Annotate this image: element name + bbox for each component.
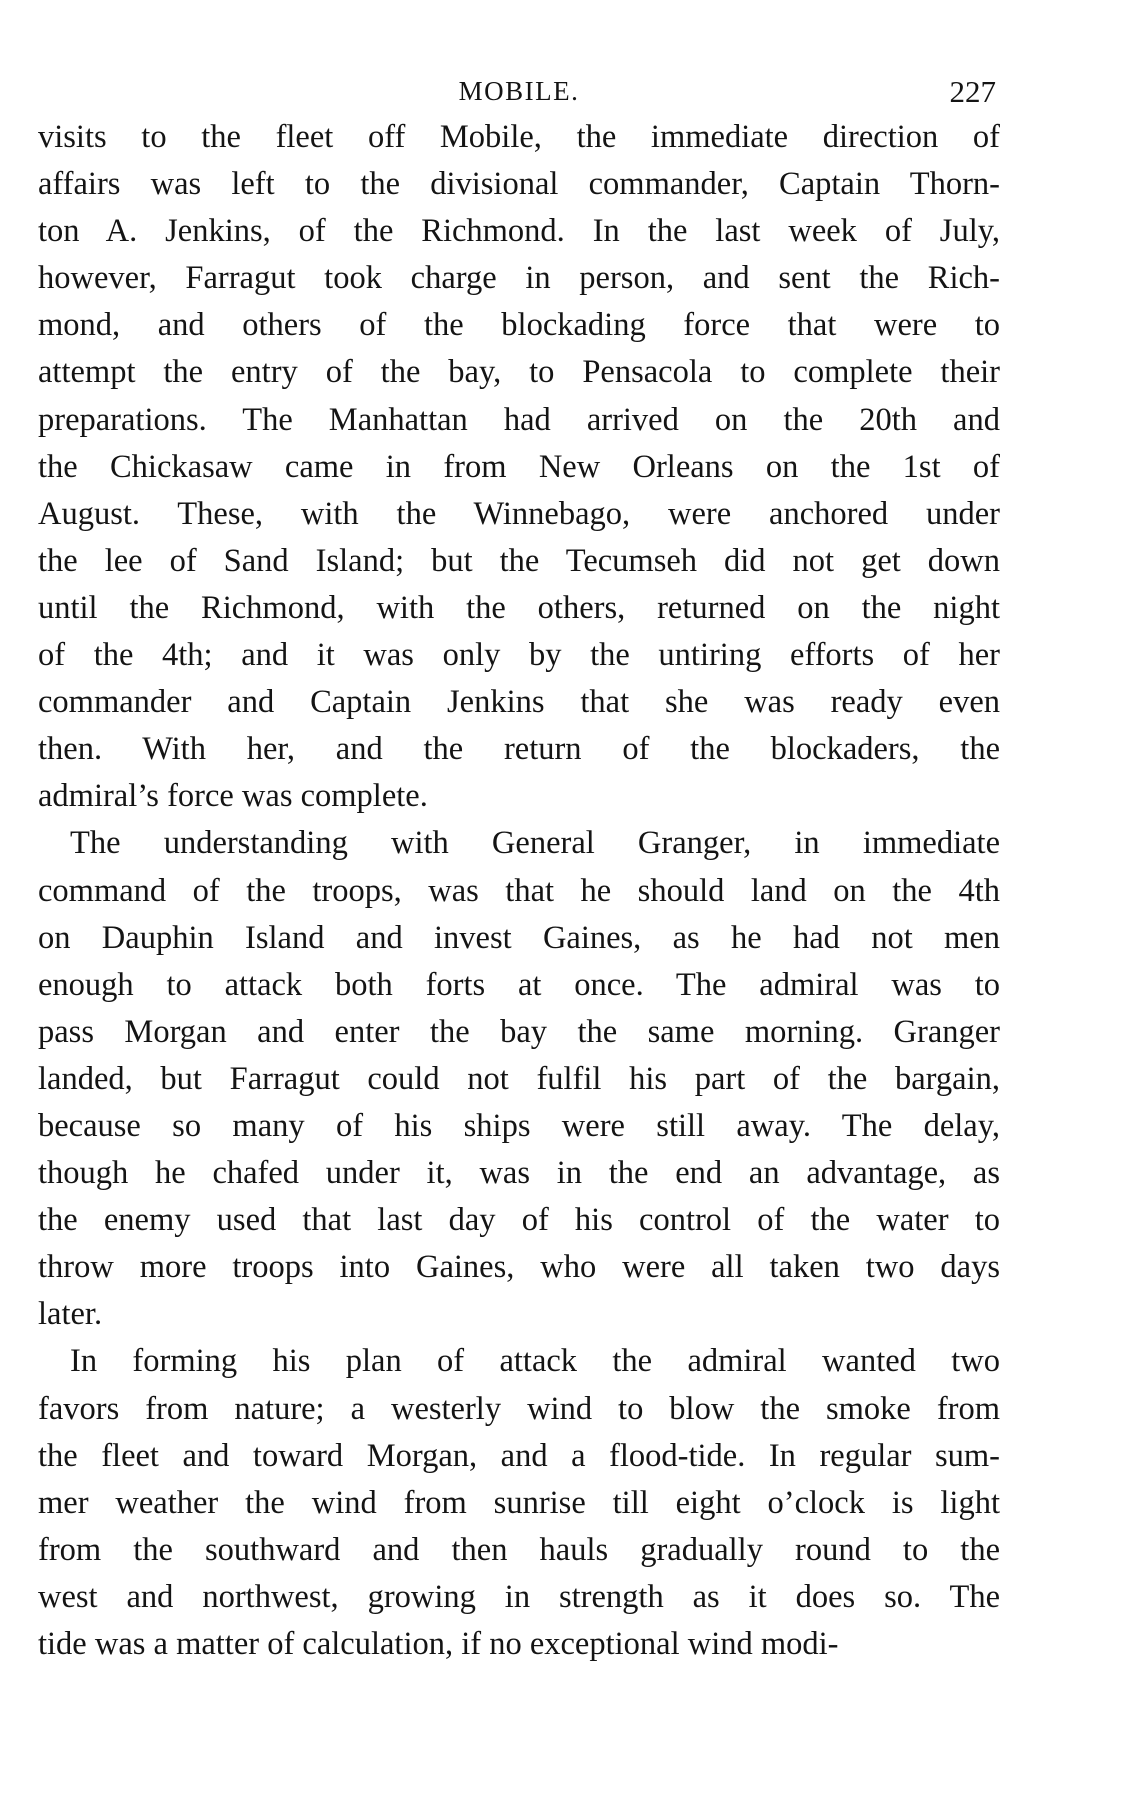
text-line: August. These, with the Winnebago, were anchored under (38, 495, 1000, 532)
text-line: visits to the fleet off Mobile, the immediate direction of (38, 119, 1000, 155)
running-head (38, 62, 1000, 114)
text-line: later. (38, 1296, 103, 1333)
text-line: though he chafed under it, was in the end an advantage, as (38, 1155, 1000, 1192)
text-line: In forming his plan of attack the admiral wanted two (70, 1343, 1000, 1380)
text-line: attempt the entry of the bay, to Pensacola to complete their (38, 354, 1000, 391)
text-line: tide was a matter of calculation, if no exceptional wind modi- (38, 1626, 839, 1662)
text-line: The understanding with General Granger, in immediate (70, 825, 1000, 862)
page-number: 227 (949, 74, 996, 109)
text-line: because so many of his ships were still away. The delay, (38, 1107, 1000, 1144)
paragraph (38, 1338, 1000, 1668)
text-line: mond, and others of the blockading force that were to (38, 307, 1000, 344)
body-text (38, 114, 1000, 1668)
text-line: commander and Captain Jenkins that she was ready even (38, 684, 1000, 721)
text-line: throw more troops into Gaines, who were all taken two days (38, 1249, 1000, 1286)
text-line: ton A. Jenkins, of the Richmond. In the last week of July, (38, 213, 1000, 250)
text-line: the Chickasaw came in from New Orleans on the 1st of (38, 448, 1000, 485)
text-line: pass Morgan and enter the bay the same morning. Granger (38, 1013, 1000, 1050)
text-line: affairs was left to the divisional commander, Captain Thorn- (38, 166, 1000, 203)
paragraph (38, 114, 1000, 820)
text-line: favors from nature; a westerly wind to blow the smoke from (38, 1390, 1000, 1427)
running-title: MOBILE. (458, 76, 580, 106)
text-line: then. With her, and the return of the blockaders, the (38, 731, 1000, 768)
text-line: the fleet and toward Morgan, and a flood-tide. In regular sum- (38, 1437, 1000, 1474)
text-line: preparations. The Manhattan had arrived on the 20th and (38, 401, 1000, 438)
text-line: admiral’s force was complete. (38, 778, 428, 815)
text-line: the lee of Sand Island; but the Tecumseh did not get down (38, 542, 1000, 579)
text-line: landed, but Farragut could not fulfil his part of the bargain, (38, 1060, 1000, 1097)
text-line: from the southward and then hauls gradually round to the (38, 1531, 1000, 1568)
text-line: west and northwest, growing in strength as it does so. The (38, 1578, 1000, 1615)
text-line: of the 4th; and it was only by the untiring efforts of her (38, 637, 1000, 674)
text-line: command of the troops, was that he should land on the 4th (38, 872, 1000, 909)
text-line: however, Farragut took charge in person, and sent the Rich- (38, 260, 1000, 297)
text-line: on Dauphin Island and invest Gaines, as he had not men (38, 919, 1000, 956)
text-line: the enemy used that last day of his control of the water to (38, 1202, 1000, 1239)
book-page (38, 62, 1000, 1668)
text-line: mer weather the wind from sunrise till eight o’clock is light (38, 1484, 1000, 1521)
text-line: until the Richmond, with the others, returned on the night (38, 589, 1000, 626)
paragraph (38, 820, 1000, 1338)
text-line: enough to attack both forts at once. The admiral was to (38, 966, 1000, 1003)
